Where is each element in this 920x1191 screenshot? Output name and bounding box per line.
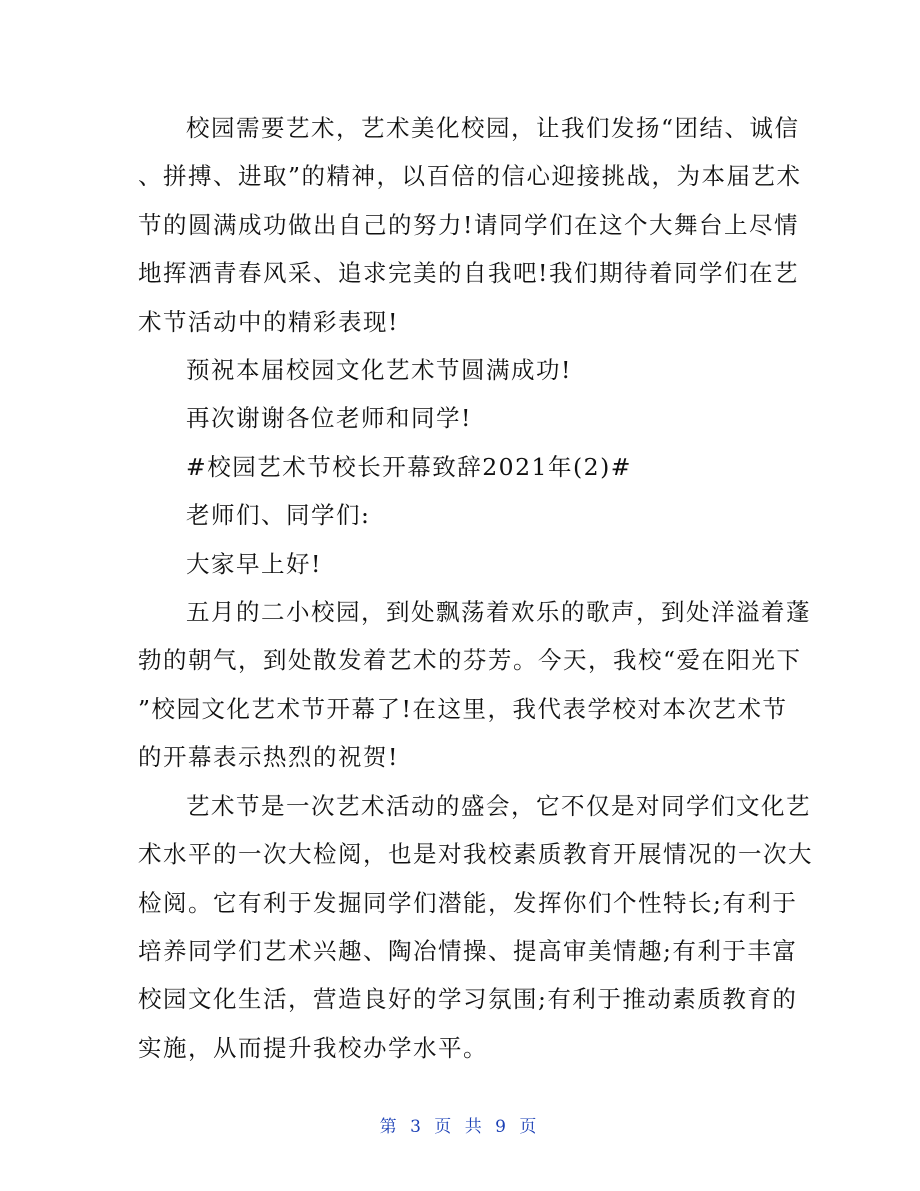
- text-line: 预祝本届校园文化艺术节圆满成功!: [186, 356, 572, 385]
- text-line: ”校园文化艺术节开幕了!在这里，我代表学校对本次艺术节: [138, 694, 788, 723]
- page-number-footer: 第 3 页 共 9 页: [379, 1117, 541, 1137]
- text-line: 地挥洒青春风采、追求完美的自我吧!我们期待着同学们在艺: [138, 259, 799, 288]
- text-line: 、拼搏、进取”的精神，以百倍的信心迎接挑战，为本届艺术: [138, 162, 802, 191]
- text-line: 五月的二小校园，到处飘荡着欢乐的歌声，到处洋溢着蓬: [186, 598, 811, 627]
- text-line: 术水平的一次大检阅，也是对我校素质教育开展情况的一次大: [138, 840, 813, 869]
- text-line: 术节活动中的精彩表现!: [138, 307, 399, 336]
- section-heading: #校园艺术节校长开幕致辞2021年(2)#: [186, 452, 632, 481]
- document-body: [138, 104, 813, 1072]
- greeting: 大家早上好!: [186, 549, 322, 578]
- text-line: 实施，从而提升我校办学水平。: [138, 1033, 488, 1062]
- text-line: 艺术节是一次艺术活动的盛会，它不仅是对同学们文化艺: [186, 791, 811, 820]
- salutation: 老师们、同学们:: [186, 501, 371, 530]
- text-line: 校园需要艺术，艺术美化校园，让我们发扬“团结、诚信: [186, 114, 800, 142]
- text-line: 校园文化生活，营造良好的学习氛围;有利于推动素质教育的: [138, 985, 798, 1014]
- text-line: 再次谢谢各位老师和同学!: [186, 404, 472, 433]
- text-line: 检阅。它有利于发掘同学们潜能，发挥你们个性特长;有利于: [138, 888, 798, 917]
- text-line: 勃的朝气，到处散发着艺术的芬芳。今天，我校“爱在阳光下: [138, 646, 802, 675]
- text-line: 的开幕表示热烈的祝贺!: [138, 743, 399, 772]
- text-line: 培养同学们艺术兴趣、陶冶情操、提高审美情趣;有利于丰富: [138, 936, 798, 965]
- text-line: 节的圆满成功做出自己的努力!请同学们在这个大舞台上尽情: [138, 210, 799, 239]
